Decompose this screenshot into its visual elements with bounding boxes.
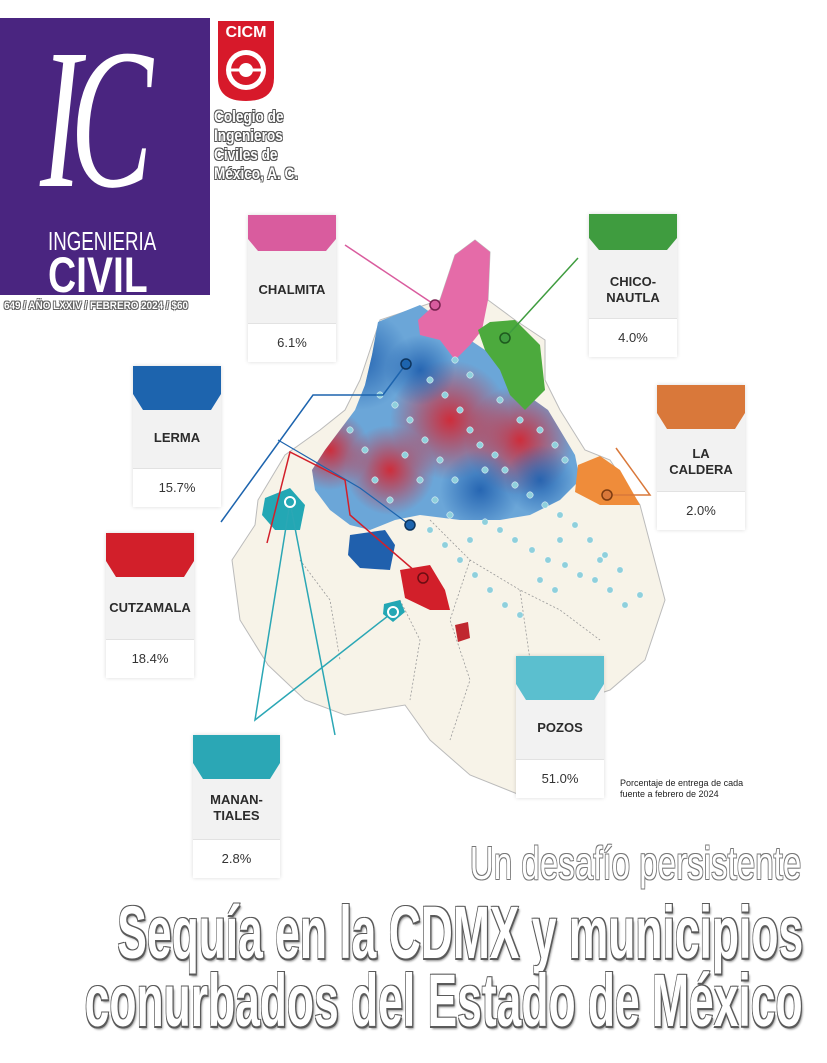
masthead-logo-ic: IC <box>40 9 142 230</box>
pozos-name: POZOS <box>537 720 583 735</box>
cutzamala-marker <box>418 573 428 583</box>
chiconautla-marker <box>500 333 510 343</box>
cutzamala-tab <box>106 533 194 577</box>
college-line-1: Colegio de <box>214 107 284 126</box>
lacaldera-percent: 2.0% <box>657 491 745 530</box>
masthead-logo-ingenieria: INGENIERIA <box>48 226 157 256</box>
card-chiconautla <box>589 214 677 357</box>
college-line-4: México, A. C. <box>214 164 299 183</box>
college-line-2: Ingenieros <box>214 126 283 145</box>
card-pozos <box>516 656 604 798</box>
pozos-percent: 51.0% <box>516 759 604 798</box>
card-lerma <box>133 366 221 507</box>
cicm-logo-text: CICM <box>225 24 267 41</box>
chalmita-tab <box>248 215 336 251</box>
cutzamala-percent: 18.4% <box>106 639 194 678</box>
cover-title-line-2: conurbados del Estado de México <box>85 959 803 1042</box>
card-chalmita <box>248 215 336 362</box>
cover-subtitle: Un desafío persistente <box>469 837 801 889</box>
college-name <box>214 107 318 183</box>
chalmita-marker <box>430 300 440 310</box>
chiconautla-leader <box>505 258 578 338</box>
lacaldera-marker <box>602 490 612 500</box>
map-footnote: Porcentaje de entrega de cada fuente a febrero de 2024 <box>620 778 744 799</box>
chalmita-percent: 6.1% <box>248 323 336 362</box>
lerma-marker <box>401 359 411 369</box>
chiconautla-tab <box>589 214 677 250</box>
lacaldera-name: LA CALDERA <box>669 446 733 477</box>
masthead <box>0 9 210 303</box>
chalmita-leader <box>345 245 435 305</box>
masthead-logo-civil: CIVIL <box>48 247 148 303</box>
manantiales-name: MANAN- TIALES <box>210 792 263 823</box>
card-cutzamala <box>106 533 194 678</box>
chiconautla-percent: 4.0% <box>589 318 677 357</box>
manantiales-percent: 2.8% <box>193 839 280 878</box>
card-lacaldera <box>657 385 745 530</box>
lerma-tab <box>133 366 221 410</box>
chalmita-name: CHALMITA <box>258 282 326 297</box>
issue-line: 649 / AÑO LXXIV / FEBRERO 2024 / $60 <box>4 300 188 312</box>
pozos-tab <box>516 656 604 700</box>
card-manantiales <box>193 735 280 878</box>
cover-title-line-1: Sequía en la CDMX y municipios <box>117 891 803 974</box>
lerma-name: LERMA <box>153 430 201 445</box>
manantiales-tab <box>193 735 280 779</box>
chiconautla-name: CHICO- NAUTLA <box>606 274 660 305</box>
lerma-marker-2 <box>405 520 415 530</box>
college-line-3: Civiles de <box>214 145 278 164</box>
lerma-percent: 15.7% <box>133 468 221 507</box>
cutzamala-name: CUTZAMALA <box>109 600 191 615</box>
lacaldera-tab <box>657 385 745 429</box>
cicm-logo <box>213 18 279 104</box>
